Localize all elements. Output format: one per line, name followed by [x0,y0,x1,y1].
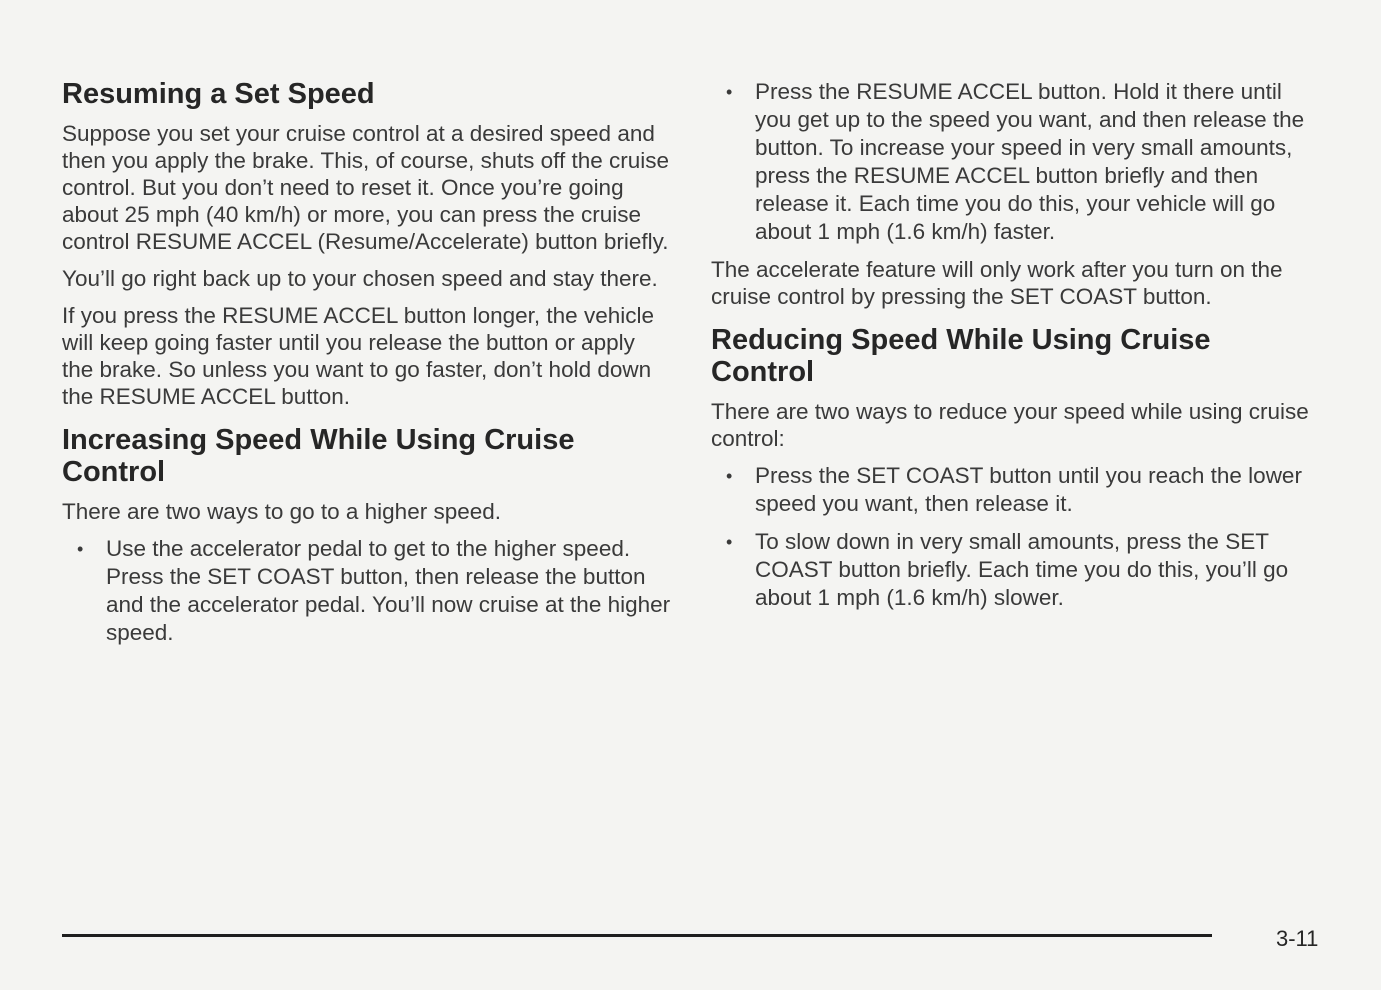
left-column [62,78,672,657]
list-item-text: Press the RESUME ACCEL button. Hold it there until you get up to the speed you want, and then release the button. To increase your speed in very small amounts, press the RESUME ACCEL button briefly and then release it. Each time you do this, your vehicle will go about 1 mph (1.6 km/h) faster. [755,79,1305,244]
paragraph-reducing-intro: There are two ways to reduce your speed while using cruise control: [711,399,1309,451]
footer-rule [62,934,1212,937]
paragraph-resuming-result: You’ll go right back up to your chosen speed and stay there. [62,266,658,291]
list-item-text: To slow down in very small amounts, press the SET COAST button briefly. Each time you do this, you’ll go about 1 mph (1.6 km/h) slower. [755,529,1289,610]
bullet-list-resume-accel [711,78,1321,246]
bullet-icon: • [726,532,733,552]
heading-reducing-speed: Reducing Speed While Using Cruise Control [711,324,1211,388]
list-item-text: Press the SET COAST button until you reach the lower speed you want, then release it. [755,463,1302,516]
page-number: 3-11 [1276,926,1319,951]
bullet-list-reducing [711,462,1321,612]
list-item [711,462,1321,518]
paragraph-resuming-intro: Suppose you set your cruise control at a desired speed and then you apply the brake. This, of course, shuts off the cruise control. But you don’t need to reset it. Once you’re going about 25 mph (40 km/h) or more, you can press the cruise control RESUME ACCEL (Resume/Accelerate) button briefly. [62,121,670,254]
right-column [711,78,1321,622]
paragraph-resuming-longer: If you press the RESUME ACCEL button longer, the vehicle will keep going faster until you release the button or apply the brake. So unless you want to go faster, don’t hold down the RESUME ACCEL button. [62,303,654,409]
list-item [711,78,1321,246]
bullet-icon: • [726,466,733,486]
paragraph-increasing-intro: There are two ways to go to a higher speed. [62,499,502,524]
paragraph-accelerate-feature: The accelerate feature will only work after you turn on the cruise control by pressing the SET COAST button. [711,257,1283,309]
heading-resuming-set-speed: Resuming a Set Speed [62,78,375,110]
bullet-icon: • [77,539,84,559]
heading-increasing-speed: Increasing Speed While Using Cruise Control [62,424,575,488]
list-item [711,528,1321,612]
list-item [62,535,672,647]
list-item-text: Use the accelerator pedal to get to the higher speed. Press the SET COAST button, then release the button and the accelerator pedal. You’ll now cruise at the higher speed. [106,536,671,645]
bullet-icon: • [726,82,733,102]
bullet-list-increasing [62,535,672,647]
